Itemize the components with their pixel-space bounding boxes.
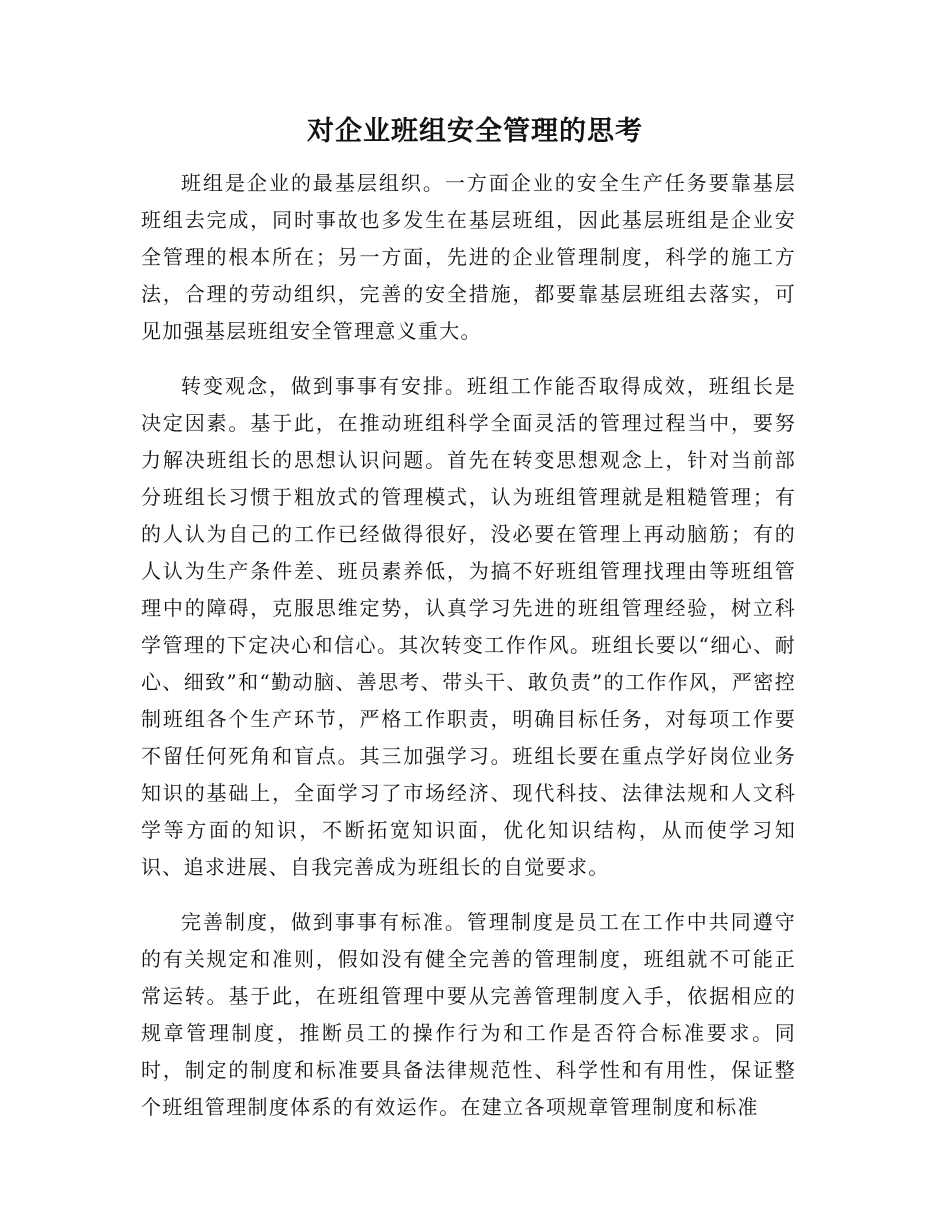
document-title: 对企业班组安全管理的思考: [307, 116, 643, 147]
paragraph-intro: 班组是企业的最基层组织。一方面企业的安全生产任务要靠基层班组去完成，同时事故也多发生在基层班组，因此基层班组是企业安全管理的根本所在；另一方面，先进的企业管理制度，科学的施工方法，合理的劳动组织，完善的安全措施，都要靠基层班组去落实，可见加强基层班组安全管理意义重大。: [141, 171, 796, 343]
paragraph-change-concepts: 转变观念，做到事事有安排。班组工作能否取得成效，班组长是决定因素。基于此，在推动班组科学全面灵活的管理过程当中，要努力解决班组长的思想认识问题。首先在转变思想观念上，针对当前部分班组长习惯于粗放式的管理模式，认为班组管理就是粗糙管理；有的人认为自己的工作已经做得很好，没必要在管理上再动脑筋；有的人认为生产条件差、班员素养低，为搞不好班组管理找理由等班组管理中的障碍，克服思维定势，认真学习先进的班组管理经验，树立科学管理的下定决心和信心。其次转变工作作风。班组长要以“细心、耐心、细致”和“勤动脑、善思考、带头干、敢负责”的工作作风，严密控制班组各个生产环节，严格工作职责，明确目标任务，对每项工作要不留任何死角和盲点。其三加强学习。班组长要在重点学好岗位业务知识的基础上，全面学习了市场经济、现代科技、法律法规和人文科学等方面的知识，不断拓宽知识面，优化知识结构，从而使学习知识、追求进展、自我完善成为班组长的自觉要求。: [141, 374, 796, 879]
paragraph-improve-system: 完善制度，做到事事有标准。管理制度是员工在工作中共同遵守的有关规定和准则，假如没有健全完善的管理制度，班组就不可能正常运转。基于此，在班组管理中要从完善管理制度入手，依据相应的规章管理制度，推断员工的操作行为和工作是否符合标准要求。同时，制定的制度和标准要具备法律规范性、科学性和有用性，保证整个班组管理制度体系的有效运作。在建立各项规章管理制度和标准: [141, 910, 796, 1119]
